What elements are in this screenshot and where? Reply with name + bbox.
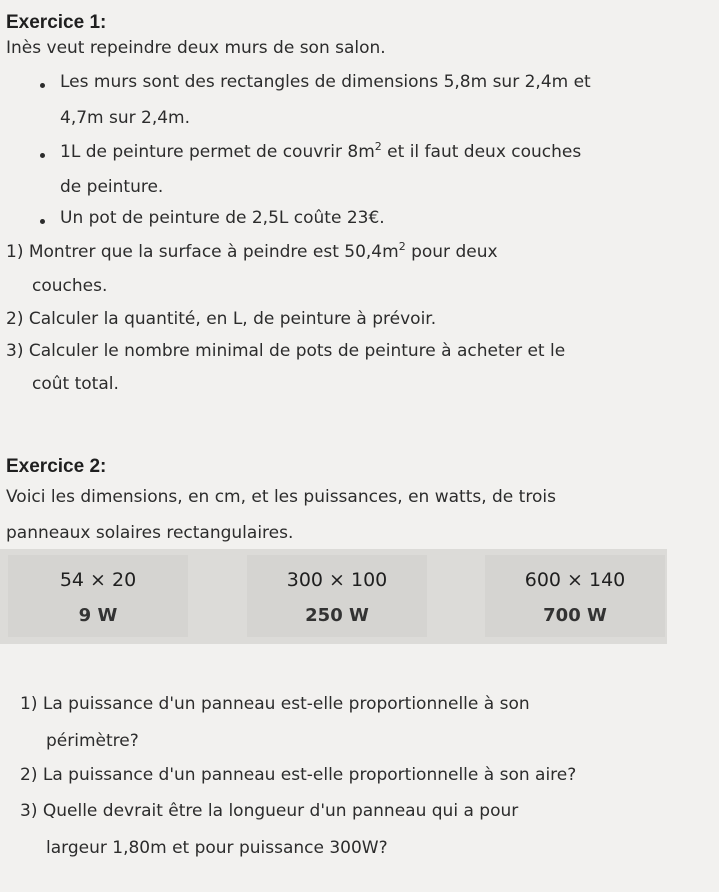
bullet-icon	[40, 153, 45, 158]
exercise2-question-1-line1: 1) La puissance d'un panneau est-elle proportionnelle à son	[20, 694, 530, 714]
exercise1-intro: Inès veut repeindre deux murs de son salon.	[6, 38, 386, 58]
exercise1-bullet-2-line1: 1L de peinture permet de couvrir $8m^2$ et il faut deux couches	[60, 140, 582, 162]
panel-2-dimensions: 300 × 100	[286, 569, 388, 591]
panel-1-power: 9 W	[78, 605, 118, 626]
exercise2-question-1-line2: périmètre?	[46, 731, 139, 751]
exercise2-question-3-line1: 3) Quelle devrait être la longueur d'un panneau qui a pour	[20, 801, 519, 821]
exercise1-bullet-1-line2: 4,7m sur 2,4m.	[60, 108, 191, 128]
exercise1-question-3-line2: coût total.	[32, 374, 119, 394]
exercise2-question-3-line2: largeur 1,80m et pour puissance 300W?	[46, 838, 388, 858]
panel-column-1	[8, 555, 188, 637]
panel-2-power: 250 W	[305, 605, 369, 626]
exercise2-question-2: 2) La puissance d'un panneau est-elle proportionnelle à son aire?	[20, 765, 577, 785]
exercise1-title: Exercice 1:	[6, 12, 107, 33]
exercise2-intro-line1: Voici les dimensions, en cm, et les puissances, en watts, de trois	[6, 487, 556, 507]
exercise1-bullet-2-line2: de peinture.	[60, 177, 164, 197]
bullet-icon	[40, 83, 45, 88]
bullet-icon	[40, 219, 45, 224]
exercise1-bullet-1-line1: Les murs sont des rectangles de dimensions 5,8m sur 2,4m et	[60, 72, 591, 92]
panel-3-power: 700 W	[543, 605, 607, 626]
exercise1-question-2: 2) Calculer la quantité, en L, de peinture à prévoir.	[6, 309, 437, 329]
exercise1-question-1-line1: 1) Montrer que la surface à peindre est $50,4m^2$ pour deux	[6, 240, 498, 262]
exercise2-title: Exercice 2:	[6, 456, 107, 477]
panel-column-2	[247, 555, 427, 637]
exercise1-question-1-line2: couches.	[32, 276, 108, 296]
panel-3-dimensions: 600 × 140	[524, 569, 626, 591]
exercise1-question-3-line1: 3) Calculer le nombre minimal de pots de peinture à acheter et le	[6, 341, 566, 361]
panel-column-3	[485, 555, 665, 637]
solar-panels-table	[0, 549, 667, 644]
panel-1-dimensions: 54 × 20	[59, 569, 137, 591]
exercise2-intro-line2: panneaux solaires rectangulaires.	[6, 523, 294, 543]
exercise1-bullet-3: Un pot de peinture de 2,5L coûte 23€.	[60, 208, 385, 228]
